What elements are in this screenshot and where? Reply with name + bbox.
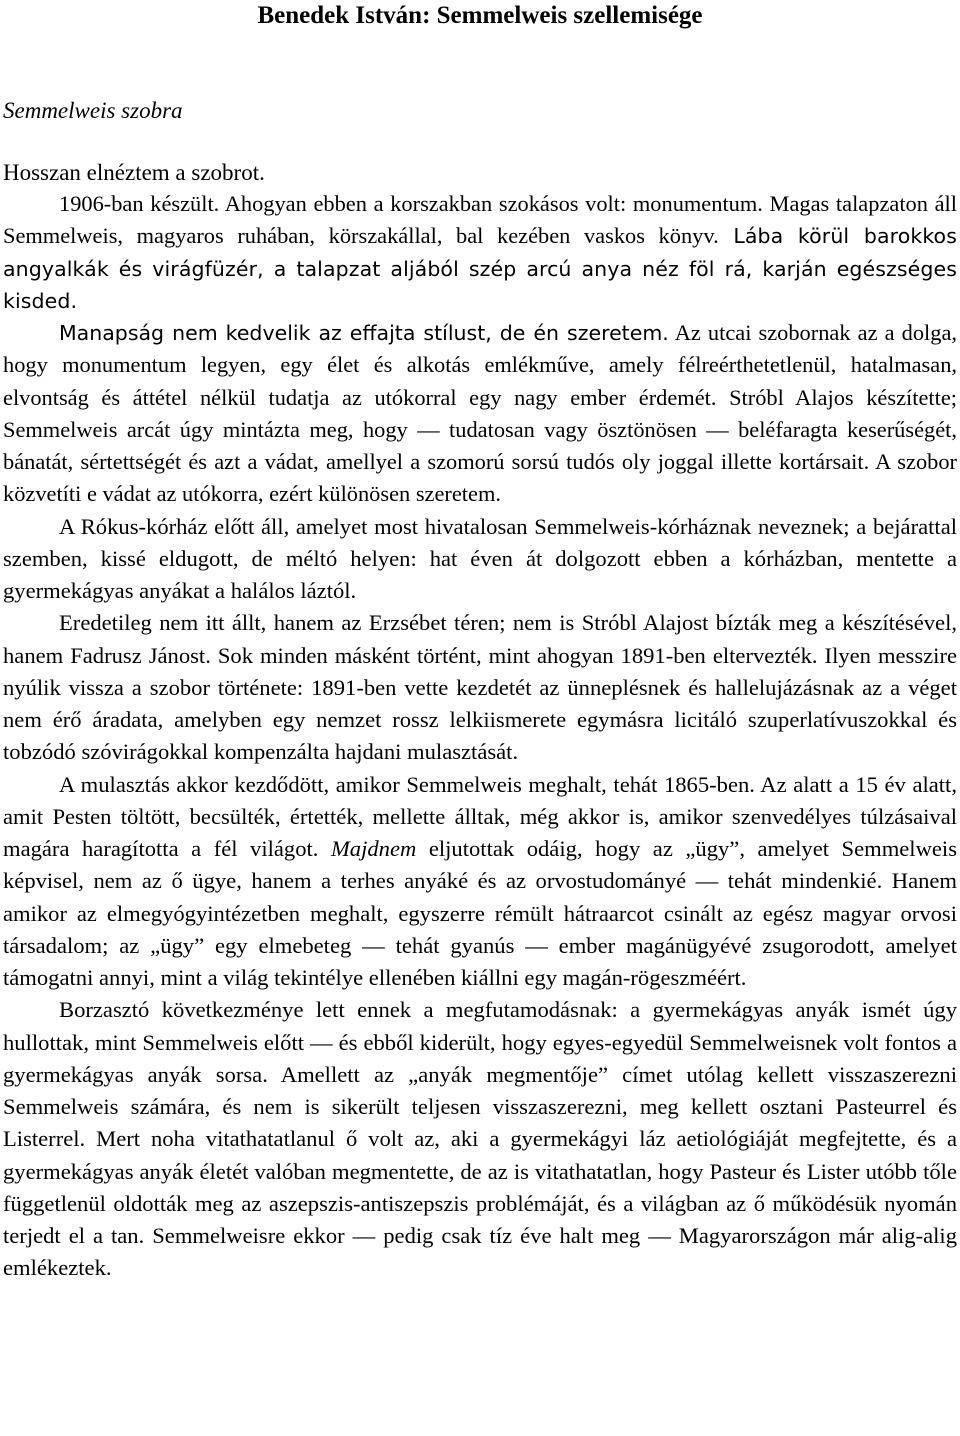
paragraph-text-sans: Manapság nem kedvelik az effajta stílust, de én szeretem. <box>59 321 669 345</box>
paragraph <box>3 317 957 511</box>
paragraph-text: Stróbl Alajos készítette; Semmelweis arcát úgy mintázta meg, hogy ― tudatosan vagy ösztönösen ― beléfaragta keserűségét, bánatát, sértettségét és azt a vádat, amellyel a szomorú sorsú tudós oly joggal illette kortársait. A szobor közvetíti e vádat az utókorra, ezért különösen szeretem. <box>3 384 957 507</box>
paragraph-text: eljutottak odáig, hogy az „ügy”, amelyet Semmelweis képvisel, nem az ő ügye, hanem a terhes anyáké és az orvostudományé ― tehát mindenkié. Hanem amikor az elmegyógyintézetben meghalt, egyszerre rémült hátraarcot csinált az egész magyar orvosi társadalom; az „ügy” egy elmebeteg ― tehát gyanús ― ember magánügyévé zsugorodott, amelyet támogatni annyi, mint a világ tekintélye ellenében kiállni egy magán-rögeszméért. <box>3 836 957 990</box>
paragraph: A Rókus-kórház előtt áll, amelyet most hivatalosan Semmelweis-kórháznak neveznek; a bejárattal szemben, kissé eldugott, de méltó helyen: hat éven át dolgozott ebben a kórházban, mentette a gyermekágyas anyákat a halálos láztól. <box>3 513 957 603</box>
paragraph <box>3 769 957 995</box>
paragraph-text: A mulasztás akkor kezdődött, amikor Semmelweis meghalt, tehát 1865-ben. Az alatt a 15 év alatt, amit Pesten töltött, becsülték, értették, mellette álltak, még akkor is, amikor szenvedélyes túlzásaival magára haragította a fél világot. <box>3 771 957 861</box>
paragraph-text: Az utcai szobornak az a dolga, hogy monumentum legyen, egy élet és alkotás emlékműve, amely félreérthetetlenül, hatalmasan, elvontság és áttétel nélkül tudatja az utókorral egy nagy ember érdemét. <box>3 320 957 410</box>
emphasized-word: Majdnem <box>330 836 417 861</box>
intro-line: Hosszan elnéztem a szobrot. <box>3 160 265 185</box>
paragraph: Borzasztó következménye lett ennek a megfutamodásnak: a gyermekágyas anyák ismét úgy hullottak, mint Semmelweis előtt ― és ebből kiderült, hogy egyes-egyedül Semmelweisnek volt fontos a gyermekágyas anyák sorsa. Amellett az „anyák megmentője” címet utólag kellett visszaszerezni Semmelweis számára, és nem is sikerült teljesen visszaszerezni, meg kellett osztani Pasteurrel és Listerrel. Mert noha vitathatatlanul ő volt az, aki a gyermekágyi láz aetiológiáját megfejtette, és a gyermekágyas anyák életét valóban megmentette, de az is vitathatatlan, hogy Pasteur és Lister utóbb tőle függetlenül oldották meg az aszepszis-antiszepszis problémáját, és a világban az ő működésük nyomán terjedt el a tan. Semmelweisre ekkor ― pedig csak tíz éve halt meg ― Magyarországon már alig-alig emlékeztek. <box>3 997 957 1281</box>
body-text <box>3 188 957 1285</box>
paragraph <box>3 188 957 317</box>
section-subtitle: Semmelweis szobra <box>3 98 183 123</box>
paragraph-text: 1906-ban készült. Ahogyan ebben a korszakban szokásos volt: monumentum. Magas talapzaton áll Semmelweis, magyaros ruhában, körszakállal, bal kezében vaskos könyv. <box>3 191 957 249</box>
document-title: Benedek István: Semmelweis szellemisége <box>257 2 703 29</box>
paragraph-text-sans: Lába körül barokkos angyalkák és virágfüzér, a talapzat aljából szép arcú anya néz föl rá, karján egészséges kisded. <box>3 224 957 313</box>
paragraph: Eredetileg nem itt állt, hanem az Erzsébet téren; nem is Stróbl Alajost bízták meg a készítésével, hanem Fadrusz Jánost. Sok minden másként történt, mint ahogyan 1891-ben eltervezték. Ilyen messzire nyúlik vissza a szobor története: 1891-ben vette kezdetét az ünneplésnek és hallelujázásnak az a véget nem érő áradata, amelyben egy nemzet rossz lelkiismerete egymásra licitáló szuperlatívuszokkal és tobzódó szóvirágokkal kompenzálta hajdani mulasztását. <box>3 610 957 765</box>
